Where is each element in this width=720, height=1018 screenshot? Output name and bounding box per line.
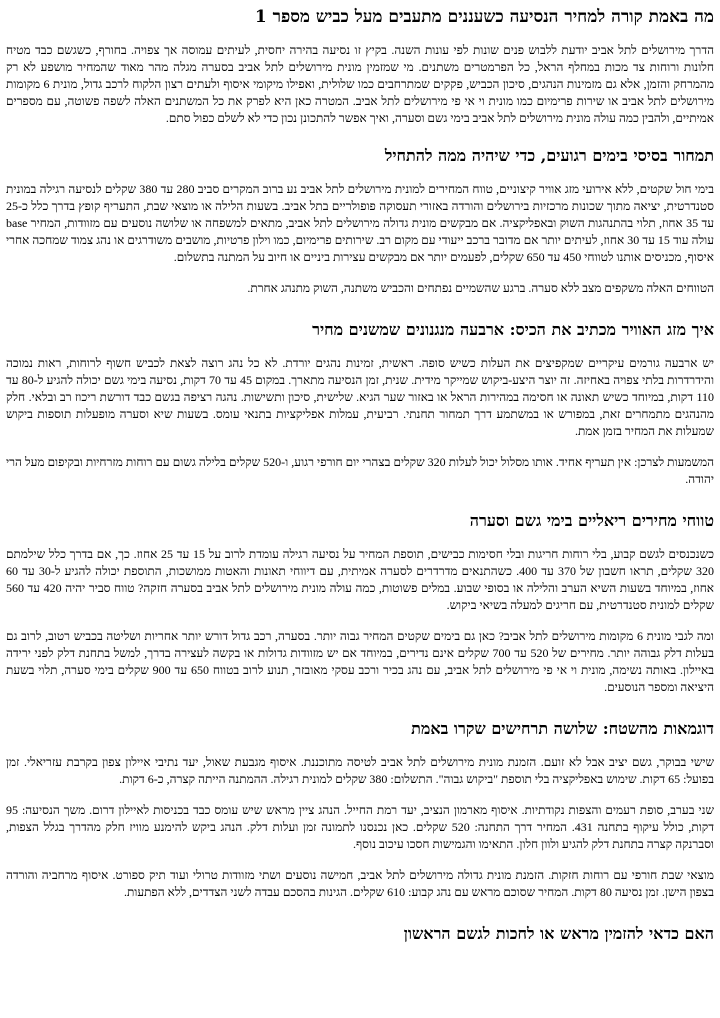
section-paragraph: מוצאי שבת חורפי עם רוחות חזקות. הזמנת מונית גדולה מירושלים לתל אביב, חמישה נוסעים ושתי מזוודות טרולי ועוד תיק ספורט. איסוף מרחביה והורדה בצפון הישן. זמן נסיעה 80 דקות. המחיר שסוכם מראש עם נהג קבוע: 610 שקלים. הגינות בהסכם עבדה לשני הצדדים, ללא הפתעות. xyxy=(6,868,714,899)
section-heading: האם כדאי להזמין מראש או לחכות לגשם הראשון xyxy=(403,924,714,943)
article-page xyxy=(6,0,714,1018)
section-paragraph: שישי בבוקר, גשם יציב אבל לא זועם. הזמנת מונית מירושלים לתל אביב לטיסה מתוכננת. איסוף מגבעת שאול, יעד נתיבי איילון צפון בקרבת עזריאלי. זמן בפועל: 65 דקות. שימוש באפליקציה בלי תוספת "ביקוש גבוה". התשלום: 380 שקלים למונית רגילה. ההמתנה הייתה קצרה, כ-6 דקות. xyxy=(6,755,714,786)
article-section xyxy=(6,319,714,488)
section-paragraph: יש ארבעה גורמים עיקריים שמקפיצים את העלות כשיש סופה. ראשית, זמינות נהגים יורדת. לא כל נהג רוצה לצאת לכביש חשוף לרוחות, ראות נמוכה והידרדרות בלתי צפויה באחיזה. זה יוצר היצע-ביקוש שמייקר מידית. שנית, זמן הנסיעה מתארך. במקום 45 עד 70 דקות, נסיעה בימי גשם יכולה להגיע ל-80 עד 110 דקות, במיוחד כשיש תאונה או חסימה במהירות הראל או באזור שער הגיא. שלישית, סיכון ותשישות. נהגה רציפה בגשם כבד דורשת ריכוז רב ובלאי. חלק מהנהגים מתמחרים זאת, במפורש או במשתמע דרך תמחור תחנתי. רביעית, עמלות אפליקציות בתנאי עומס. בשעות שיא וסערה מופעלות תוספות ביקוש שמעלות את המחיר בזמן אמת. xyxy=(6,356,715,438)
section-paragraph: שני בערב, סופת רעמים והצפות נקודתיות. איסוף מארמון הנציב, יעד רמת החייל. הנהג ציין מראש שיש עומס כבד בכניסות לאיילון דרום. משך הנסיעה: 95 דקות, כולל עיקוף בתחנה 431. המחיר דרך התחנה: 520 שקלים. כאן נכנסנו לתמונה זמן ועלות דלק. הנהג ביקש להימנע מוויז חלק מהדרך בגלל הצפות, וסברנקה קצרה בתחנת דלק להגיע ולוון חלון. התאימו והגמישות חסכו עיכוב נוסף. xyxy=(6,803,714,851)
section-heading: תמחור בסיסי בימים רגועים, כדי שיהיה ממה להתחיל xyxy=(384,146,714,165)
section-paragraph: בימי חול שקטים, ללא אירועי מזג אוויר קיצוניים, טווח המחירים למונית מירושלים לתל אביב נע ברוב המקרים סביב 280 עד 380 שקלים לנסיעה רגילה במונית סטנדרטית, יציאה מתוך שכונות מרכזיות בירושלים והורדה באזורי תעסוקה פופולריים בתל אביב. בשעות הלילה או מוצאי שבת, התעריף קופץ בדרך כלל כ-25 עד 35 אחוז, תלוי בהתנהגות השוק ובאפליקציה. אם מבקשים מונית גדולה מירושלים לתל אביב, מתאים למשפחה או שלושה נוסעים עם מזוודות, המחיר base עולה עוד 15 עד 30 אחוז, לעיתים יותר אם מדובר ברכב ייעודי עם מקום רב. שירותים פרימיום, כמו וילון פרטיות, מושבים משודרגים או נהג צמוד שמחכה אחרי איסוף, מכניסים אותנו לטווחי 450 עד 650 שקלים, לפעמים יותר אם מבקשים עצירות ביניים או חיוב על המתנה בתשלום. xyxy=(6,182,715,264)
section-heading: דוגמאות מהשטח: שלושה תרחישים שקרו באמת xyxy=(411,719,714,738)
article-section xyxy=(6,923,714,945)
section-paragraph: המשמעות לצרכן: אין תעריף אחיד. אותו מסלול יכול לעלות 320 שקלים בצהרי יום חורפי רגוע, ו-520 שקלים בלילה גשום עם רוחות מזרחיות ובקיפום מעל הרי יהודה. xyxy=(6,455,714,486)
article-sections xyxy=(6,145,714,945)
section-paragraph: הטווחים האלה משקפים מצב ללא סערה. ברגע שהשמיים נפתחים והכביש משתנה, השוק מתנהג אחרת. xyxy=(247,281,714,295)
section-paragraph: ומה לגבי מונית 6 מקומות מירושלים לתל אביב? כאן גם בימים שקטים המחיר גבוה יותר. בסערה, רכב גדול דורש יותר אחריות ושליטה בכביש רטוב, לרוב גם בעלות דלק גבוהה יותר. מחירים של 520 עד 700 שקלים אינם נדירים, במיוחד אם יש מזוודות גדולות או בקשה לעצירה בדרך, למשל בתחנת דלק לפני ירידה באיילון. באותה נשימה, מונית וי אי פי מירושלים לתל אביב, עם נהג בכיר ורכב עסקי מאובזר, תנוע לרוב בטווח 650 עד 900 שקלים בימי סערה, תלוי בשעת היציאה ומספר הנוסעים. xyxy=(6,629,715,694)
intro-paragraph: הדרך מירושלים לתל אביב יודעת ללבוש פנים שונות לפי עונות השנה. בקיץ זו נסיעה בהירה יחסית, לעיתים עמוסה אך צפויה. בחורף, כשגשם כבד מטיח חלונות ורוחות צד מכות במחלף הראל, כל הפרמטרים משתנים. מי שמזמין מונית מירושלים לתל אביב בסערה מגלה מהר מאוד שהמחיר מושפע לא רק מהמרחק והזמן, אלא גם מזמינות הנהגים, סיכון הכביש, פקקים שמתרחבים כמו שלולית, ואפילו מיקומי איסוף ולעתים רצון הלקוח לרכב גדול, מונית 6 מקומות מירושלים לתל אביב או שירות פרימיום כמו מונית וי אי פי מירושלים לתל אביב. המטרה כאן היא לפרק את כל המשתנים האלה לשפה פשוטה, עם מספרים אמיתיים, ולהבין כמה עולה מונית מירושלים לתל אביב בימי גשם וסערה, ואיך אפשר להתכונן נכון כדי לא לשלם כפול סתם. xyxy=(6,43,714,125)
section-paragraph: כשנכנסים לגשם קבוע, בלי רוחות חריגות ובלי חסימות כבישים, תוספת המחיר על נסיעה רגילה עומדת לרוב על 15 עד 25 אחוז. כך, אם בדרך כלל שילמתם 320 שקלים, תראו חשבון של 370 עד 400. כשהתנאים מדרדרים לסערה אמיתית, עם דיווחי תאונות והאטות ממושכות, התוספת יכולה להגיע ל-30 עד 60 אחוז, במיוחד בשעות השיא הערב והלילה או בסופי שבוע. במלים פשוטות, כמה עולה מונית מירושלים לתל אביב בסערה חזקה? טווח סביר יהיה 420 עד 560 שקלים למונית סטנדרטית, עם חריגים למעלה בשיאי ביקוש. xyxy=(6,547,715,612)
article-section xyxy=(6,145,714,297)
section-heading: טווחי מחירים ריאליים בימי גשם וסערה xyxy=(469,511,714,530)
section-heading: איך מזג האוויר מכתיב את הכיס: ארבעה מנגנונים שמשנים מחיר xyxy=(312,320,714,339)
article-title: מה באמת קורה למחיר הנסיעה כשעננים מתעבים מעל כביש מספר 1 xyxy=(254,7,714,27)
article-section xyxy=(6,510,714,696)
article-section xyxy=(6,718,714,901)
